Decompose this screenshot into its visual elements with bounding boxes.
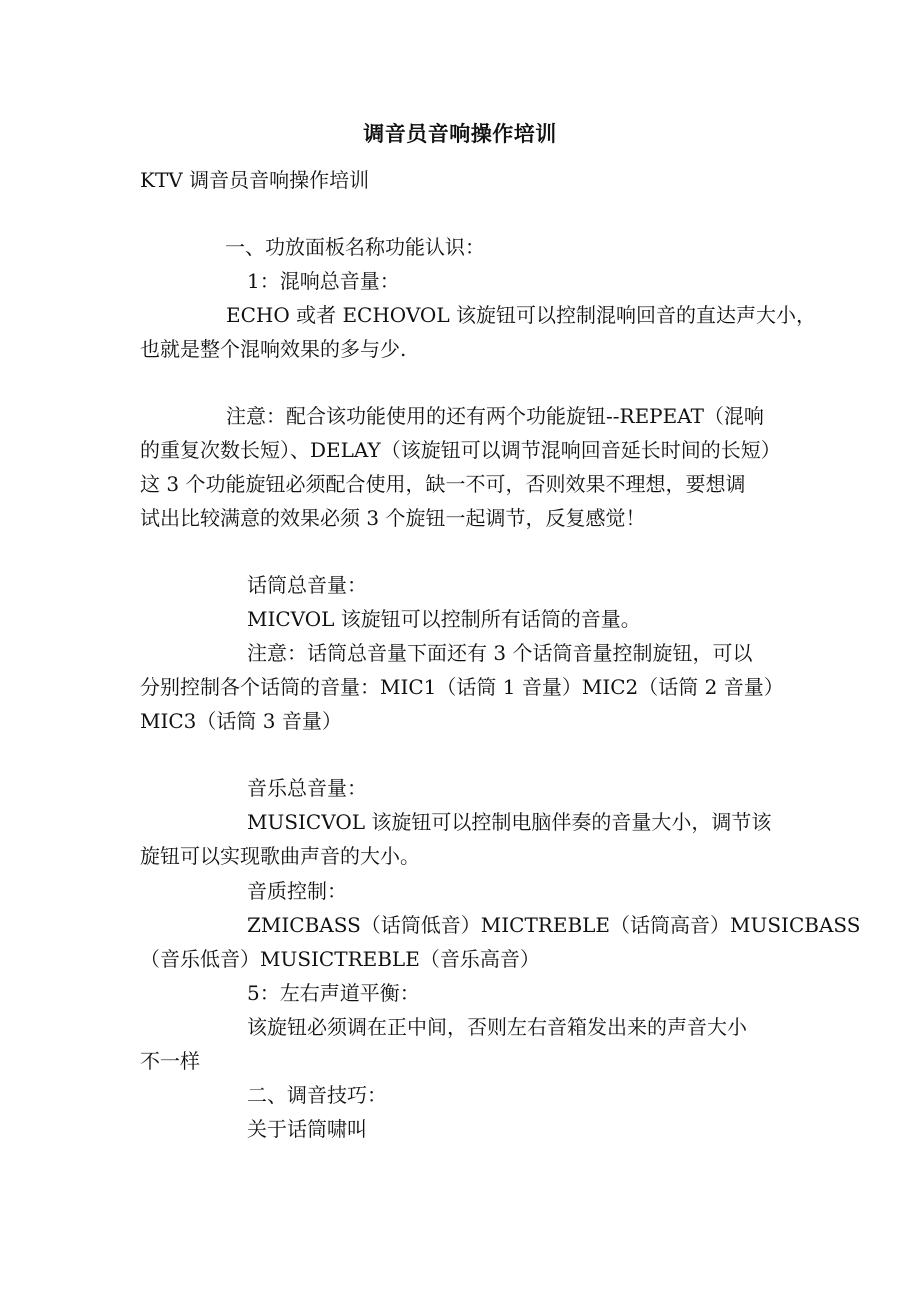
item1-desc-line2: 也就是整个混响效果的多与少. bbox=[140, 337, 407, 361]
item5-desc-line1: 该旋钮必须调在正中间，否则左右音箱发出来的声音大小 bbox=[247, 1015, 747, 1039]
music-desc-line2: 旋钮可以实现歌曲声音的大小。 bbox=[140, 844, 420, 868]
item1-heading: 1：混响总音量： bbox=[247, 269, 400, 293]
item1-note-line4: 试出比较满意的效果必须 3 个旋钮一起调节，反复感觉！ bbox=[140, 506, 646, 530]
section1-heading: 一、功放面板名称功能认识： bbox=[225, 235, 485, 259]
tone-desc-line2: （音乐低音）MUSICTREBLE（音乐高音） bbox=[140, 947, 540, 971]
mic-note-line1: 注意：话筒总音量下面还有 3 个话筒音量控制旋钮，可以 bbox=[247, 641, 753, 665]
item1-desc-line1: ECHO 或者 ECHOVOL 该旋钮可以控制混响回音的直达声大小， bbox=[226, 303, 816, 327]
item1-note-line1: 注意：配合该功能使用的还有两个功能旋钮--REPEAT（混响 bbox=[226, 404, 764, 428]
music-desc-line1: MUSICVOL 该旋钮可以控制电脑伴奏的音量大小，调节该 bbox=[247, 810, 772, 834]
document-subtitle: KTV 调音员音响操作培训 bbox=[140, 168, 370, 192]
music-heading: 音乐总音量： bbox=[247, 776, 367, 800]
document-title: 调音员音响操作培训 bbox=[363, 121, 557, 146]
item5-desc-line2: 不一样 bbox=[140, 1049, 200, 1073]
mic-note-line2: 分别控制各个话筒的音量：MIC1（话筒 1 音量）MIC2（话筒 2 音量） bbox=[140, 675, 784, 699]
section2-heading: 二、调音技巧： bbox=[247, 1083, 387, 1107]
item1-note-line2: 的重复次数长短）、DELAY（该旋钮可以调节混响回音延长时间的长短） bbox=[140, 438, 781, 462]
mic-heading: 话筒总音量： bbox=[247, 573, 367, 597]
mic-desc: MICVOL 该旋钮可以控制所有话筒的音量。 bbox=[247, 607, 641, 631]
item5-heading: 5：左右声道平衡： bbox=[247, 981, 420, 1005]
tone-desc-line1: ZMICBASS（话筒低音）MICTREBLE（话筒高音）MUSICBASS bbox=[247, 913, 861, 937]
mic-note-line3: MIC3（话筒 3 音量） bbox=[140, 709, 342, 733]
item1-note-line3: 这 3 个功能旋钮必须配合使用，缺一不可，否则效果不理想，要想调 bbox=[140, 472, 746, 496]
tone-heading: 音质控制： bbox=[247, 879, 347, 903]
section2-item1: 关于话筒啸叫 bbox=[247, 1117, 367, 1141]
